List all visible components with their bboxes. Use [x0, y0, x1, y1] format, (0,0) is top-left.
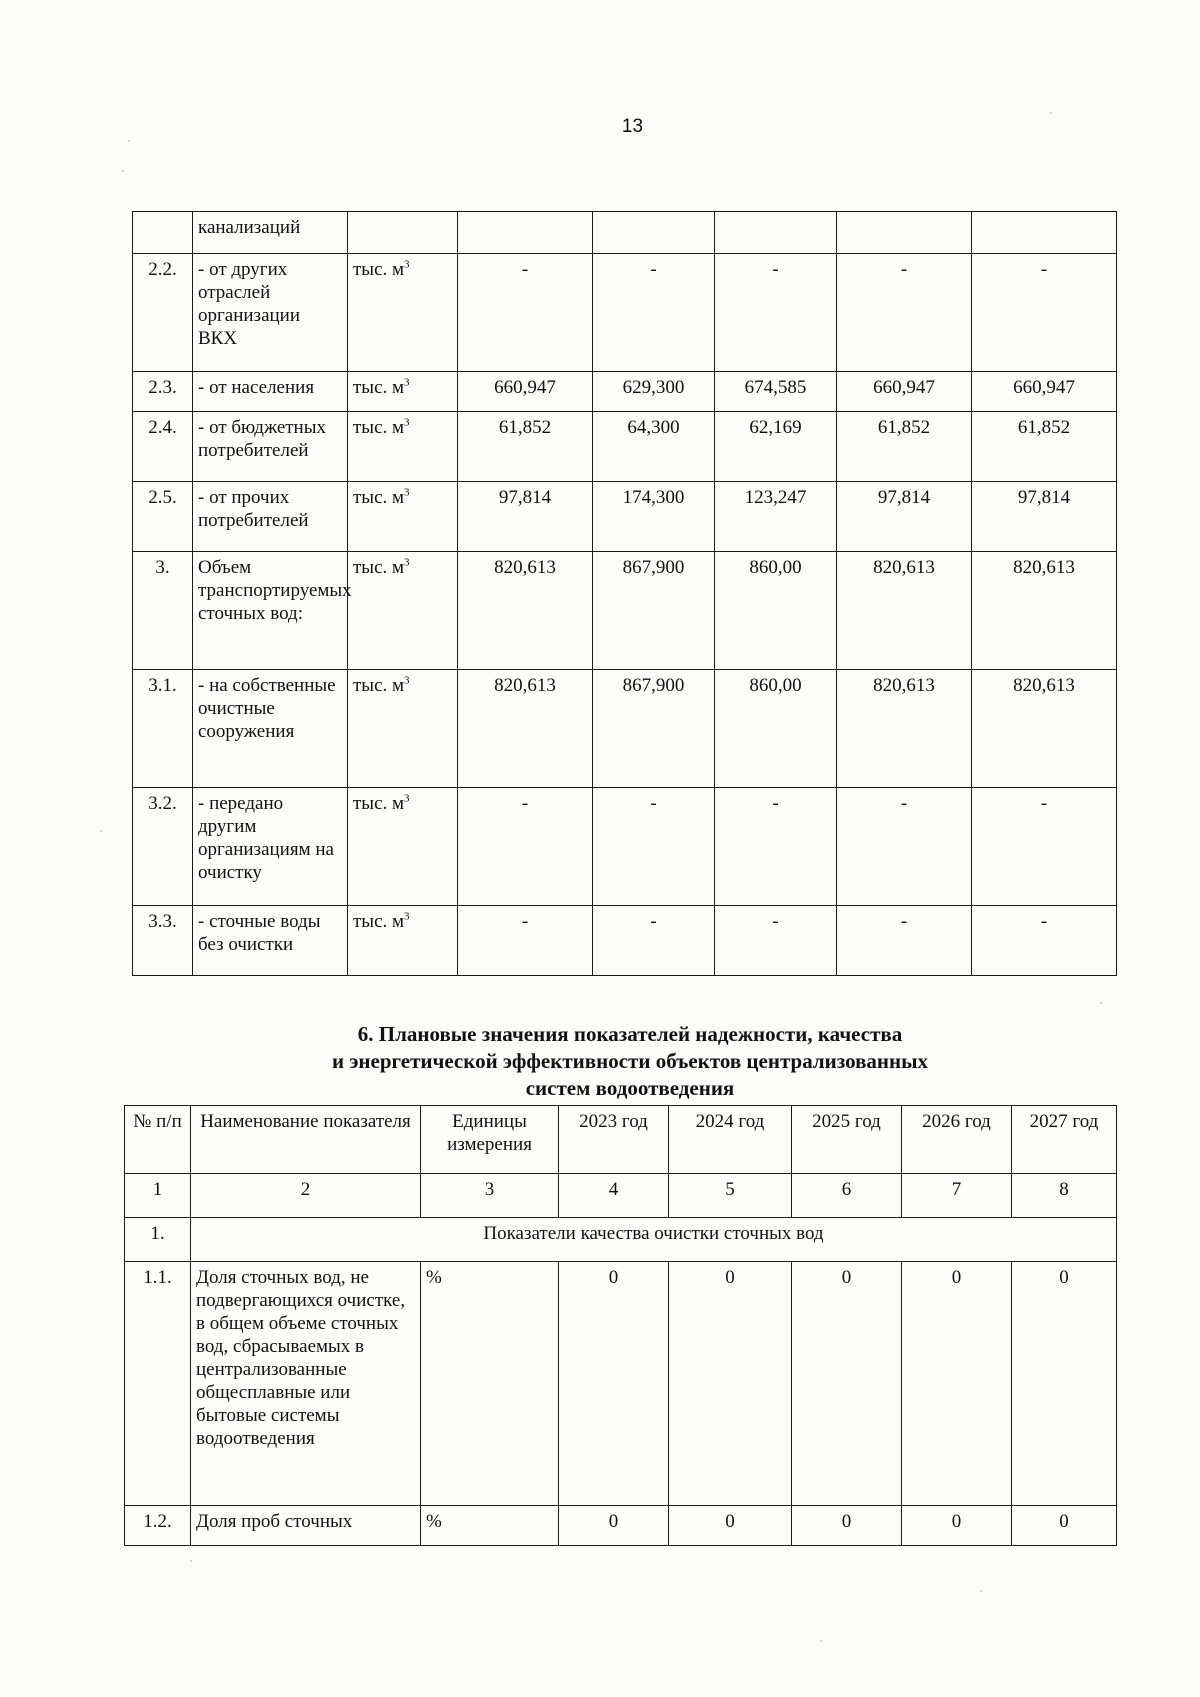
unit-text: тыс. м	[353, 377, 405, 398]
row-value: 820,613	[972, 552, 1117, 670]
row-value: 0	[902, 1262, 1012, 1506]
table-row	[133, 670, 1117, 788]
row-unit	[348, 254, 458, 372]
group-number: 1.	[125, 1218, 191, 1262]
row-value: -	[593, 254, 715, 372]
row-value: 97,814	[972, 482, 1117, 552]
section-title-line: и энергетической эффективности объектов централизованных	[331, 1049, 929, 1073]
row-value: -	[458, 788, 593, 906]
row-value: 820,613	[837, 552, 972, 670]
unit-superscript: 3	[404, 910, 410, 923]
column-header: 2025 год	[792, 1106, 902, 1174]
row-value: 0	[1012, 1506, 1117, 1546]
table-row	[133, 372, 1117, 412]
row-value: -	[458, 254, 593, 372]
row-name: - от других отраслей организации ВКХ	[193, 254, 348, 372]
unit-text: тыс. м	[353, 259, 405, 280]
row-value: 174,300	[593, 482, 715, 552]
column-number: 7	[902, 1174, 1012, 1218]
table-row	[133, 552, 1117, 670]
row-value: 0	[559, 1506, 669, 1546]
row-value: 629,300	[593, 372, 715, 412]
unit-superscript: 3	[404, 416, 410, 429]
row-unit	[348, 212, 458, 254]
row-value: 0	[669, 1506, 792, 1546]
row-value: 860,00	[715, 670, 837, 788]
row-value: -	[837, 254, 972, 372]
row-value: -	[593, 788, 715, 906]
row-value: 660,947	[837, 372, 972, 412]
column-number: 6	[792, 1174, 902, 1218]
scan-speck	[820, 1640, 822, 1642]
scan-speck	[1050, 112, 1052, 114]
row-value: -	[972, 906, 1117, 976]
row-value: 674,585	[715, 372, 837, 412]
scan-speck	[1100, 1002, 1102, 1004]
column-number: 5	[669, 1174, 792, 1218]
row-value: 867,900	[593, 670, 715, 788]
row-value: 820,613	[972, 670, 1117, 788]
column-header: 2023 год	[559, 1106, 669, 1174]
row-value: -	[715, 906, 837, 976]
row-value: 64,300	[593, 412, 715, 482]
row-name: - от прочих потребителей	[193, 482, 348, 552]
row-value: 97,814	[837, 482, 972, 552]
section-title-line: систем водоотведения	[525, 1076, 735, 1100]
unit-text: тыс. м	[353, 557, 405, 578]
row-value: 62,169	[715, 412, 837, 482]
row-value	[593, 212, 715, 254]
column-number: 2	[191, 1174, 421, 1218]
row-unit: %	[421, 1262, 559, 1506]
unit-superscript: 3	[404, 556, 410, 569]
column-header: 2027 год	[1012, 1106, 1117, 1174]
row-value: 61,852	[972, 412, 1117, 482]
row-value: 61,852	[458, 412, 593, 482]
row-value: 123,247	[715, 482, 837, 552]
table-row	[133, 906, 1117, 976]
row-value: -	[837, 906, 972, 976]
unit-text: тыс. м	[353, 487, 405, 508]
row-number: 1.1.	[125, 1262, 191, 1506]
unit-text: тыс. м	[353, 675, 405, 696]
column-number: 3	[421, 1174, 559, 1218]
scan-speck	[128, 140, 130, 142]
column-header: 2026 год	[902, 1106, 1012, 1174]
row-name: - на собственные очистные сооружения	[193, 670, 348, 788]
row-value: 0	[559, 1262, 669, 1506]
row-value	[972, 212, 1117, 254]
row-name: - передано другим организациям на очистку	[193, 788, 348, 906]
row-value: -	[972, 788, 1117, 906]
row-value: -	[593, 906, 715, 976]
scan-speck	[980, 1590, 982, 1592]
row-value: 860,00	[715, 552, 837, 670]
table-header-row	[125, 1106, 1117, 1174]
row-value: -	[458, 906, 593, 976]
row-unit	[348, 670, 458, 788]
table-row	[133, 254, 1117, 372]
column-number: 4	[559, 1174, 669, 1218]
column-header: № п/п	[125, 1106, 191, 1174]
row-value: 0	[669, 1262, 792, 1506]
row-unit	[348, 906, 458, 976]
unit-text: тыс. м	[353, 417, 405, 438]
table-row	[133, 788, 1117, 906]
row-number: 3.2.	[133, 788, 193, 906]
row-name: канализаций	[193, 212, 348, 254]
scan-speck	[122, 170, 124, 172]
section-title-line: 6. Плановые значения показателей надежности, качества	[357, 1022, 903, 1046]
row-value: -	[715, 788, 837, 906]
unit-superscript: 3	[404, 486, 410, 499]
row-number: 3.1.	[133, 670, 193, 788]
row-unit	[348, 412, 458, 482]
row-name: Объем транспортируемых сточных вод:	[193, 552, 348, 670]
table-row	[125, 1506, 1117, 1546]
row-number: 3.3.	[133, 906, 193, 976]
row-value: 820,613	[837, 670, 972, 788]
row-name: - сточные воды без очистки	[193, 906, 348, 976]
row-name: Доля проб сточных	[191, 1506, 421, 1546]
row-value: 660,947	[972, 372, 1117, 412]
row-value: -	[972, 254, 1117, 372]
row-value	[837, 212, 972, 254]
row-value	[458, 212, 593, 254]
row-value: 0	[792, 1262, 902, 1506]
table-row	[133, 412, 1117, 482]
table-row	[133, 482, 1117, 552]
unit-superscript: 3	[404, 258, 410, 271]
group-row	[125, 1218, 1117, 1262]
row-value: 0	[902, 1506, 1012, 1546]
section-title	[0, 1021, 1200, 1102]
unit-superscript: 3	[404, 376, 410, 389]
row-value: -	[715, 254, 837, 372]
row-value: 0	[792, 1506, 902, 1546]
row-value: 820,613	[458, 552, 593, 670]
row-number: 2.3.	[133, 372, 193, 412]
row-unit	[348, 788, 458, 906]
row-number: 2.4.	[133, 412, 193, 482]
column-number-row	[125, 1174, 1117, 1218]
row-value: 820,613	[458, 670, 593, 788]
row-number: 2.5.	[133, 482, 193, 552]
wastewater-volume-table	[132, 211, 1117, 976]
column-number: 1	[125, 1174, 191, 1218]
unit-text: тыс. м	[353, 793, 405, 814]
table-row	[125, 1262, 1117, 1506]
page-number: 13	[621, 116, 644, 137]
row-unit	[348, 372, 458, 412]
column-number: 8	[1012, 1174, 1117, 1218]
scan-speck	[100, 830, 102, 832]
group-title: Показатели качества очистки сточных вод	[191, 1218, 1117, 1262]
row-value: 867,900	[593, 552, 715, 670]
row-unit: %	[421, 1506, 559, 1546]
table-row	[133, 212, 1117, 254]
row-number: 1.2.	[125, 1506, 191, 1546]
row-number: 3.	[133, 552, 193, 670]
row-number: 2.2.	[133, 254, 193, 372]
row-value	[715, 212, 837, 254]
row-name: - от бюджетных потребителей	[193, 412, 348, 482]
column-header: 2024 год	[669, 1106, 792, 1174]
scan-speck	[190, 1560, 192, 1562]
row-value: 0	[1012, 1262, 1117, 1506]
row-number	[133, 212, 193, 254]
row-value: 660,947	[458, 372, 593, 412]
row-unit	[348, 552, 458, 670]
row-unit	[348, 482, 458, 552]
row-value: 61,852	[837, 412, 972, 482]
unit-superscript: 3	[404, 792, 410, 805]
unit-superscript: 3	[404, 674, 410, 687]
unit-text: тыс. м	[353, 911, 405, 932]
row-name: Доля сточных вод, не подвергающихся очистке, в общем объеме сточных вод, сбрасываемых в централизованные общесплавные или бытовые системы водоотведения	[191, 1262, 421, 1506]
row-value: 97,814	[458, 482, 593, 552]
column-header: Единицы измерения	[421, 1106, 559, 1174]
column-header: Наименование показателя	[191, 1106, 421, 1174]
row-value: -	[837, 788, 972, 906]
row-name: - от населения	[193, 372, 348, 412]
reliability-indicators-table	[124, 1105, 1117, 1546]
